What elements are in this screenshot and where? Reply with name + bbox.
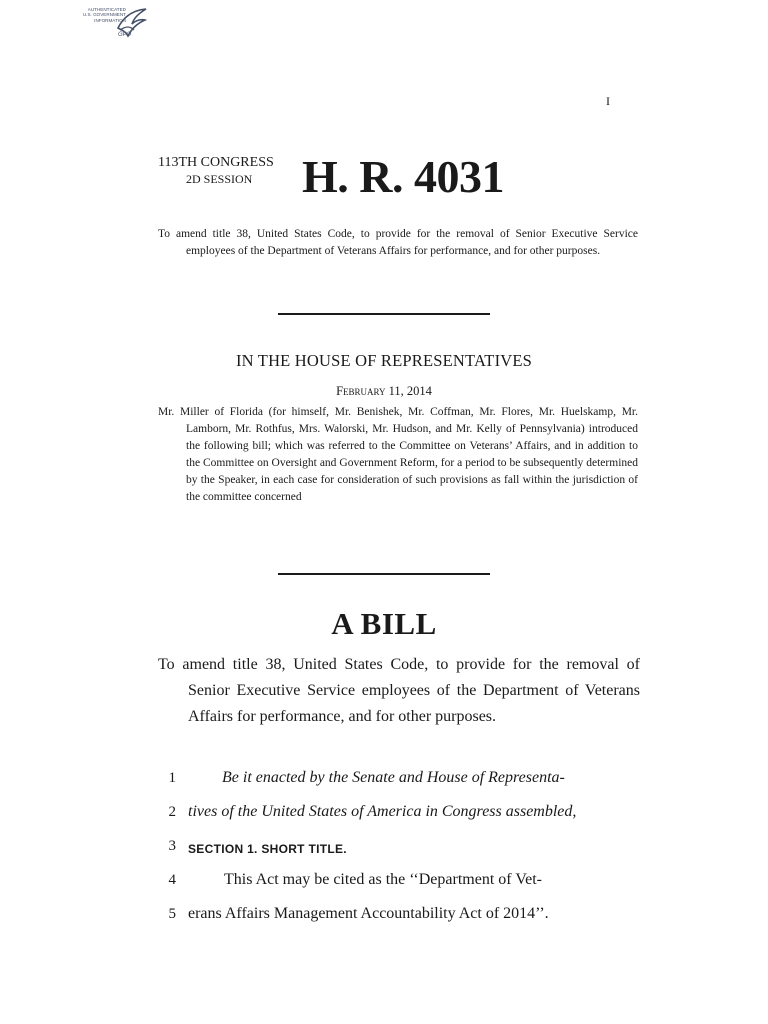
seal-text: AUTHENTICATED U.S. GOVERNMENT INFORMATION — [82, 7, 126, 23]
bill-number: H. R. 4031 — [302, 151, 504, 202]
line-number: 4 — [168, 872, 176, 888]
divider-rule — [278, 313, 490, 315]
section-text-line: erans Affairs Management Accountability Act of 2014’’. — [188, 905, 549, 922]
line-number: 1 — [168, 770, 176, 786]
chamber-heading: IN THE HOUSE OF REPRESENTATIVES — [235, 351, 533, 370]
enacting-clause-line: tives of the United States of America in Congress assembled, — [188, 803, 577, 820]
line-number: 5 — [168, 906, 176, 922]
enacting-clause-line: Be it enacted by the Senate and House of Representa- — [222, 769, 565, 786]
session-label: 2D SESSION — [186, 172, 253, 186]
introduction-paragraph: Mr. Miller of Florida (for himself, Mr. Benishek, Mr. Coffman, Mr. Flores, Mr. Huelskamp, Mr. Lamborn, Mr. Rothfus, Mrs. Walorski, Mr. Hudson, and Mr. Kelly of Pennsylvania) introduced the following bill; which was referred to the Committee on Veterans’ Affairs, and in addition to the Committee on Oversight and Government Reform, for a period to be subsequently determined by the Speaker, in each case for consideration of such provisions as fall within the jurisdiction of the committee concerned — [158, 406, 638, 503]
page-number: I — [606, 94, 610, 108]
short-purpose: To amend title 38, United States Code, to provide for the removal of Senior Executive Service employees of the Department of Veterans Affairs for performance, and for other purposes. — [158, 228, 638, 257]
seal-gpo-label: GPO — [118, 32, 132, 38]
introduced-date: February 11, 2014 — [336, 384, 432, 398]
gpo-authentication-seal — [62, 4, 146, 48]
long-purpose: To amend title 38, United States Code, to provide for the removal of Senior Executive Service employees of the Department of Veterans Affairs for performance, and for other purposes. — [158, 656, 640, 725]
line-number: 2 — [168, 804, 176, 820]
bill-heading: A BILL — [331, 606, 437, 641]
divider-rule — [278, 573, 490, 575]
section-heading: SECTION 1. SHORT TITLE. — [188, 842, 347, 856]
congress-label: 113TH CONGRESS — [158, 155, 274, 170]
section-text-line: This Act may be cited as the ‘‘Department of Vet- — [224, 871, 542, 888]
line-number: 3 — [168, 838, 176, 854]
